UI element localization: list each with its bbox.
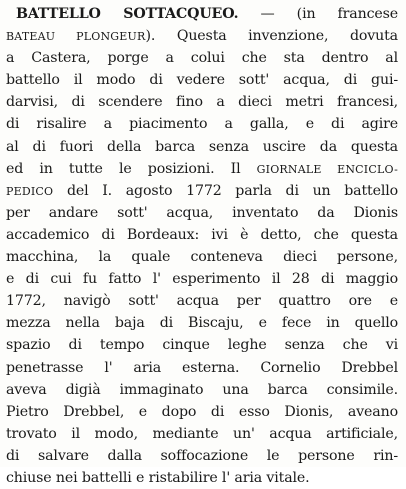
entry-line-13: e di cui fu fatto l' esperimento il 28 di maggio (6, 271, 398, 288)
entry-line-1: BATTELLO SOTTACQUEO. — (in francese (16, 6, 398, 22)
entry-line-4: battello il modo di vedere sott' acqua, di gui- (6, 72, 398, 89)
entry-line-15: mezza nella baja di Biscaju, e fece in quello (6, 315, 398, 332)
entry-line-18: aveva digià immaginato una barca consimile. (6, 381, 398, 398)
entry-line-14: 1772, navigò sott' acqua per quattro ore e (6, 293, 398, 310)
entry-line-12: macchina, la quale conteneva dieci persone, (6, 249, 398, 266)
entry-line-5: darvisi, di scendere fino a dieci metri francesi, (6, 94, 398, 111)
entry-line-20: trovato il modo, mediante un' acqua artificiale, (6, 425, 398, 442)
entry-line-10: per andare sott' acqua, inventato da Dionis (6, 204, 398, 221)
dictionary-entry (6, 3, 398, 489)
entry-line-9: PEDICO del I. agosto 1772 parla di un battello (6, 182, 398, 199)
entry-line-2: BATEAU PLONGEUR). Questa invenzione, dovuta (6, 28, 398, 45)
entry-line-3: a Castera, porge a colui che sta dentro al (6, 50, 398, 67)
entry-headword: BATTELLO SOTTACQUEO. (16, 6, 239, 22)
entry-line-8: ed in tutte le posizioni. Il GIORNALE ENCICLO- (6, 160, 398, 177)
entry-line-19: Pietro Drebbel, e dopo di esso Dionis, aveano (6, 403, 398, 420)
entry-line-16: spazio di tempo cinque leghe senza che vi (6, 337, 398, 354)
entry-line-11: accademico di Bordeaux: ivi è detto, che questa (6, 226, 398, 243)
entry-line-21: di salvare dalla soffocazione le persone rin- (6, 447, 398, 464)
entry-line-17: penetrasse l' aria esterna. Cornelio Drebbel (6, 359, 398, 376)
entry-line-7: al di fuori della barca senza uscire da questa (6, 138, 398, 155)
entry-line-6: di risalire a piacimento a galla, e di agire (6, 116, 398, 133)
entry-line-22: chiuse nei battelli e ristabilire l' aria vitale. (6, 469, 310, 486)
